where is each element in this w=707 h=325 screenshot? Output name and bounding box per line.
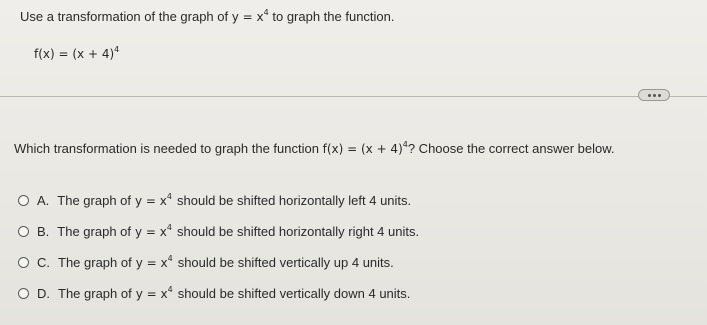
question-exponent: 4 (402, 140, 408, 149)
option-letter: B. (37, 224, 50, 239)
radio-unselected-icon[interactable] (18, 195, 29, 206)
function-body: f(x) = (x + 4) (34, 47, 115, 61)
function-exponent: 4 (114, 45, 120, 54)
option-c[interactable] (18, 247, 618, 278)
option-exponent: 4 (166, 191, 172, 201)
base-equation (232, 10, 269, 24)
radio-unselected-icon[interactable] (18, 288, 29, 299)
option-exponent: 4 (167, 284, 173, 294)
option-equation (135, 222, 172, 239)
base-equation-exponent: 4 (263, 8, 269, 17)
question-before: Which transformation is needed to graph the function (14, 141, 319, 156)
option-letter: C. (37, 255, 50, 270)
question-expression-body: f(x) = (x + 4) (322, 142, 403, 156)
option-b[interactable] (18, 216, 618, 247)
radio-unselected-icon[interactable] (18, 257, 29, 268)
question-text (14, 141, 615, 156)
function-expression (34, 47, 119, 61)
option-equation (135, 253, 173, 270)
option-pre: The graph of (57, 224, 132, 239)
question-after: ? Choose the correct answer below. (407, 141, 615, 156)
option-d[interactable] (18, 278, 618, 309)
option-equation (135, 284, 173, 301)
section-divider (0, 96, 707, 97)
option-equation (135, 191, 172, 208)
option-pre: The graph of (57, 193, 132, 208)
instruction-text (20, 8, 680, 26)
option-pre: The graph of (58, 286, 132, 301)
more-options-icon (653, 94, 656, 97)
option-post: should be shifted vertically up 4 units. (177, 255, 394, 270)
instruction-after: to graph the function. (272, 9, 395, 24)
base-equation-body: y = x (231, 10, 264, 24)
option-exponent: 4 (166, 222, 172, 232)
answer-options (18, 185, 618, 309)
option-a[interactable] (18, 185, 618, 216)
more-options-icon (658, 94, 661, 97)
problem-header (20, 8, 680, 26)
more-options-button[interactable] (638, 89, 670, 101)
question-expression (323, 142, 408, 156)
option-pre: The graph of (58, 255, 132, 270)
option-post: should be shifted horizontally left 4 units. (177, 193, 412, 208)
option-equation-body: y = x (135, 224, 167, 239)
radio-unselected-icon[interactable] (18, 226, 29, 237)
option-exponent: 4 (167, 253, 173, 263)
option-post: should be shifted horizontally right 4 units. (177, 224, 420, 239)
more-options-icon (648, 94, 651, 97)
option-letter: D. (37, 286, 50, 301)
option-equation-body: y = x (135, 286, 168, 301)
option-equation-body: y = x (135, 193, 167, 208)
option-equation-body: y = x (135, 255, 168, 270)
option-letter: A. (37, 193, 50, 208)
option-post: should be shifted vertically down 4 units. (177, 286, 411, 301)
instruction-before: Use a transformation of the graph of (20, 9, 229, 24)
